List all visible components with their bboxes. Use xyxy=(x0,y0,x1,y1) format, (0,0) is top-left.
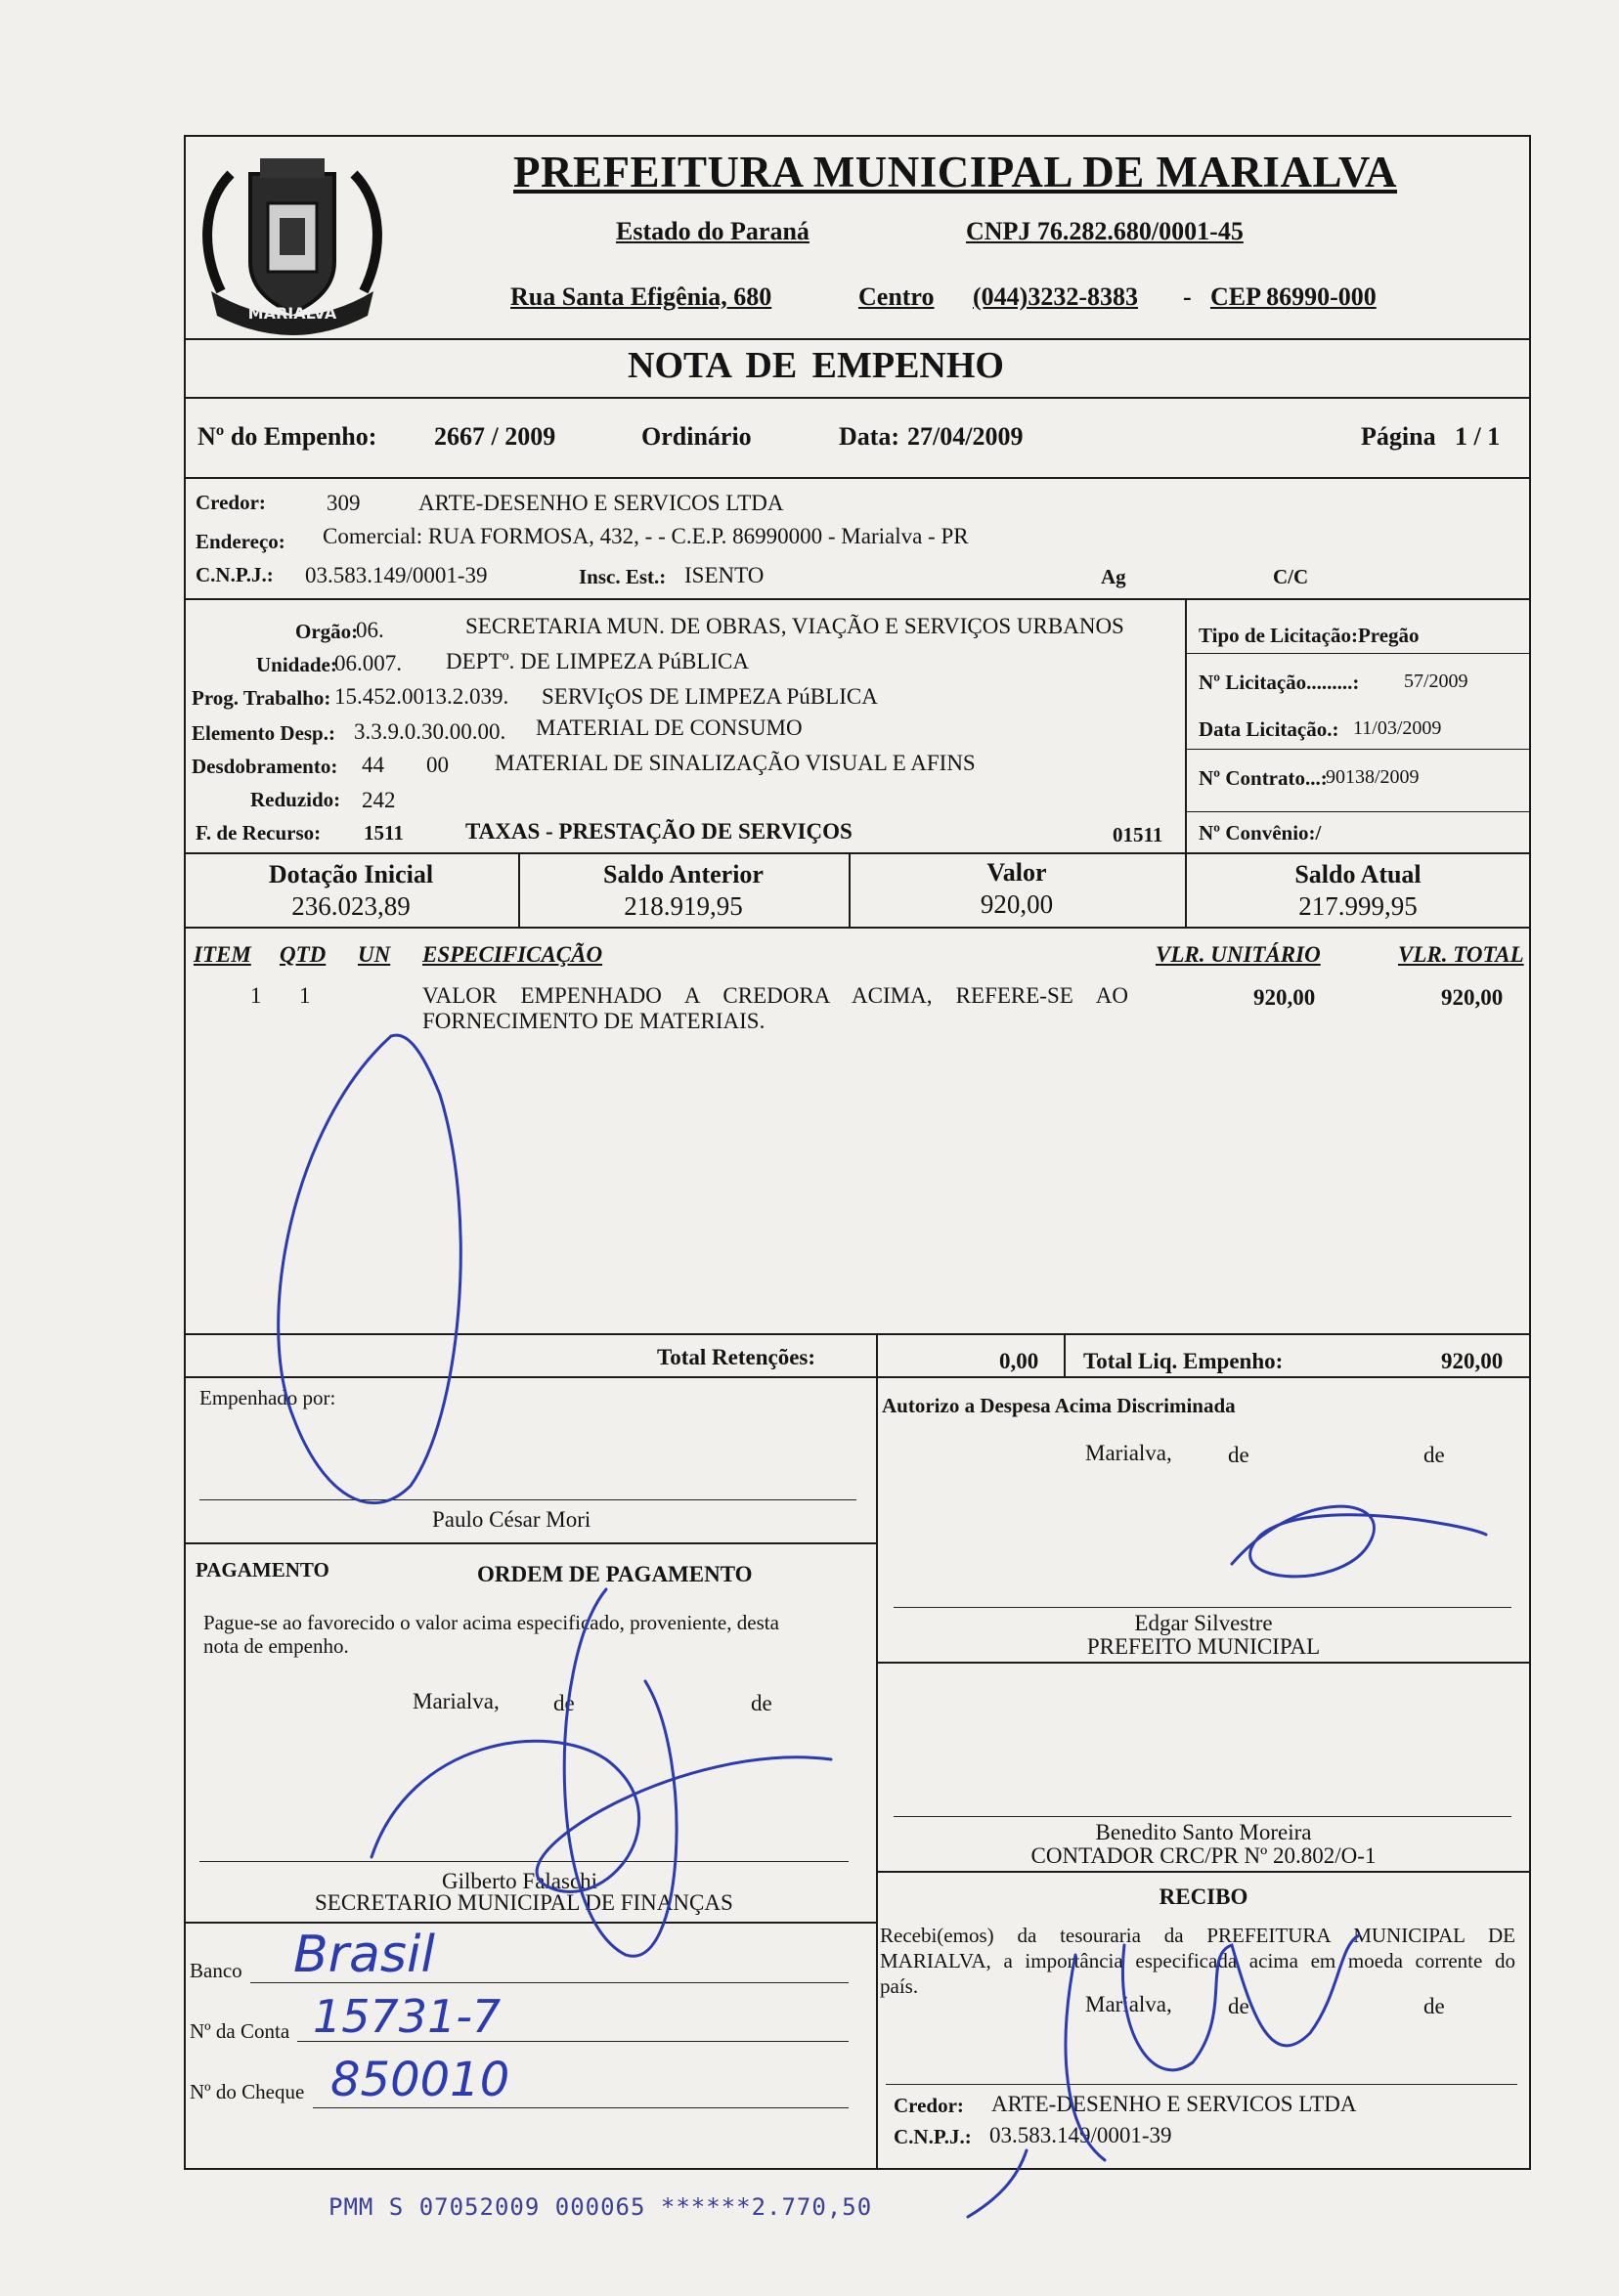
pagamento-label: PAGAMENTO xyxy=(196,1558,329,1581)
retencoes-label: Total Retenções: xyxy=(657,1345,816,1369)
page-label: Página xyxy=(1361,422,1436,451)
signature-line xyxy=(199,1861,849,1862)
header-cnpj: CNPJ 76.282.680/0001-45 xyxy=(966,217,1244,245)
pagamento-de2: de xyxy=(751,1691,772,1715)
divider xyxy=(184,338,1531,340)
autorizo-de1: de xyxy=(1228,1443,1249,1467)
desdob-code2: 00 xyxy=(426,753,449,777)
divider xyxy=(184,1542,876,1544)
valor-value: 920,00 xyxy=(980,889,1054,919)
desdob-code1: 44 xyxy=(362,753,384,777)
elemento-label: Elemento Desp.: xyxy=(192,721,335,745)
row-total-value: 920,00 xyxy=(1441,985,1504,1010)
prefeito-name: Edgar Silvestre xyxy=(1134,1611,1273,1635)
pagamento-text2: nota de empenho. xyxy=(203,1634,349,1658)
insc-value: ISENTO xyxy=(684,563,765,587)
orgao-code: 06. xyxy=(356,618,384,642)
empenho-number: 2667 / 2009 xyxy=(434,422,556,451)
recurso-code: 1511 xyxy=(364,821,404,845)
empenhado-name: Paulo César Mori xyxy=(432,1507,591,1532)
pagamento-city: Marialva, xyxy=(413,1689,500,1713)
prog-code: 15.452.0013.2.039. xyxy=(334,684,509,709)
saldo-anterior-label: Saldo Anterior xyxy=(603,860,764,888)
elemento-name: MATERIAL DE CONSUMO xyxy=(536,715,803,740)
sec-title: SECRETARIO MUNICIPAL DE FINANÇAS xyxy=(315,1890,733,1915)
pagamento-de1: de xyxy=(553,1691,575,1715)
divider xyxy=(184,1376,1531,1378)
empenho-date-label: Data: xyxy=(839,422,900,451)
retencoes-value: 0,00 xyxy=(999,1349,1039,1373)
recibo-text3: país. xyxy=(880,1974,919,1998)
divider xyxy=(184,598,1531,600)
divider xyxy=(1185,811,1531,812)
divider xyxy=(1185,653,1531,654)
cc-label: C/C xyxy=(1273,565,1309,588)
sec-name: Gilberto Falaschi xyxy=(442,1869,598,1893)
bank-stamp: PMM S 07052009 000065 ******2.770,50 xyxy=(328,2193,873,2221)
credor-address: Comercial: RUA FORMOSA, 432, - - C.E.P. 86990000 - Marialva - PR xyxy=(323,524,969,548)
licitacao-tipo: Tipo de Licitação:Pregão xyxy=(1199,624,1420,647)
recibo-de2: de xyxy=(1423,1994,1445,2018)
page-title: PREFEITURA MUNICIPAL DE MARIALVA xyxy=(513,148,1398,196)
insc-label: Insc. Est.: xyxy=(579,565,667,588)
elemento-code: 3.3.9.0.30.00.00. xyxy=(354,719,506,744)
col-total-value: VLR. TOTAL xyxy=(1398,942,1524,967)
empenhado-label: Empenhado por: xyxy=(199,1386,336,1409)
divider xyxy=(184,1333,1531,1335)
ag-label: Ag xyxy=(1101,565,1126,588)
dotacao-label: Dotação Inicial xyxy=(268,860,434,888)
row-qtd: 1 xyxy=(299,983,311,1008)
address-label: Endereço: xyxy=(196,530,285,553)
divider xyxy=(184,1922,876,1924)
recibo-de1: de xyxy=(1228,1994,1249,2018)
conta-handwritten: 15731-7 xyxy=(313,1990,502,2043)
recibo-title: RECIBO xyxy=(1159,1884,1248,1909)
orgao-label: Orgão: xyxy=(295,620,359,643)
desdob-label: Desdobramento: xyxy=(192,755,338,778)
pagamento-text1: Pague-se ao favorecido o valor acima especificado, proveniente, desta xyxy=(203,1611,779,1634)
divider xyxy=(876,1333,878,1376)
recurso-extra: 01511 xyxy=(1113,823,1163,846)
col-qtd: QTD xyxy=(280,942,327,967)
licitacao-date: 11/03/2009 xyxy=(1353,717,1442,739)
divider xyxy=(184,852,1531,854)
reduzido-label: Reduzido: xyxy=(250,788,341,811)
coat-of-arms xyxy=(192,145,393,336)
prefeito-title: PREFEITO MUNICIPAL xyxy=(1086,1634,1321,1659)
recibo-city: Marialva, xyxy=(1085,1992,1172,2016)
header-district: Centro xyxy=(858,282,935,311)
doc-title: NOTA DE EMPENHO xyxy=(628,345,1004,386)
divider xyxy=(1064,1333,1066,1376)
empenho-number-label: Nº do Empenho: xyxy=(197,422,377,451)
convenio-label: Nº Convênio:/ xyxy=(1199,821,1322,845)
credor-name: ARTE-DESENHO E SERVICOS LTDA xyxy=(418,491,784,515)
saldo-anterior-value: 218.919,95 xyxy=(624,891,743,921)
divider xyxy=(876,1871,1531,1873)
cheque-line xyxy=(313,2107,849,2108)
divider xyxy=(876,1376,878,2170)
divider xyxy=(184,397,1531,399)
credor-label: Credor: xyxy=(196,491,266,514)
divider xyxy=(184,477,1531,479)
col-unit-value: VLR. UNITÁRIO xyxy=(1156,942,1321,967)
licitacao-number: 57/2009 xyxy=(1404,671,1468,692)
orgao-name: SECRETARIA MUN. DE OBRAS, VIAÇÃO E SERVIÇOS URBANOS xyxy=(465,614,1124,638)
empenho-date: 27/04/2009 xyxy=(907,422,1024,451)
prog-label: Prog. Trabalho: xyxy=(192,686,331,710)
contrato-label: Nº Contrato...: xyxy=(1199,766,1328,790)
signature-line xyxy=(894,1816,1511,1817)
desdob-name: MATERIAL DE SINALIZAÇÃO VISUAL E AFINS xyxy=(495,751,976,775)
banco-label: Banco xyxy=(190,1959,242,1982)
col-un: UN xyxy=(358,942,391,967)
contador-name: Benedito Santo Moreira xyxy=(1095,1820,1312,1844)
divider xyxy=(1185,749,1531,750)
contador-title: CONTADOR CRC/PR Nº 20.802/O-1 xyxy=(1030,1843,1377,1868)
prog-name: SERVIçOS DE LIMPEZA PúBLICA xyxy=(542,684,878,709)
autorizo-de2: de xyxy=(1423,1443,1445,1467)
banco-handwritten: Brasil xyxy=(293,1926,435,1984)
liquido-value: 920,00 xyxy=(1441,1349,1504,1373)
row-spec-line1: VALOR EMPENHADO A CREDORA ACIMA, REFERE-SE AO xyxy=(422,983,1128,1008)
row-item: 1 xyxy=(250,983,262,1008)
unidade-code: 06.007. xyxy=(334,651,402,675)
unidade-name: DEPTº. DE LIMPEZA PúBLICA xyxy=(446,649,749,673)
divider xyxy=(876,1662,1531,1664)
header-address: Rua Santa Efigênia, 680 xyxy=(510,282,772,311)
credor-cnpj: 03.583.149/0001-39 xyxy=(305,563,488,587)
recibo-cnpj: 03.583.149/0001-39 xyxy=(989,2123,1172,2147)
conta-label: Nº da Conta xyxy=(190,2019,290,2043)
saldo-atual-value: 217.999,95 xyxy=(1298,891,1418,921)
divider xyxy=(1185,598,1187,852)
signature-line xyxy=(199,1499,856,1500)
recibo-text2: MARIALVA, a importância especificada acima em moeda corrente do xyxy=(880,1949,1515,1972)
header-cep: CEP 86990-000 xyxy=(1210,282,1377,311)
contrato-number: 90138/2009 xyxy=(1326,766,1420,788)
row-spec-line2: FORNECIMENTO DE MATERIAIS. xyxy=(422,1009,766,1033)
licitacao-number-label: Nº Licitação.........: xyxy=(1199,671,1360,694)
recibo-cnpj-label: C.N.P.J.: xyxy=(894,2125,972,2148)
col-spec: ESPECIFICAÇÃO xyxy=(422,942,603,967)
valor-label: Valor xyxy=(986,858,1047,887)
row-unit-value: 920,00 xyxy=(1253,985,1316,1010)
ordem-label: ORDEM DE PAGAMENTO xyxy=(477,1562,753,1586)
autorizo-city: Marialva, xyxy=(1085,1441,1172,1465)
unidade-label: Unidade: xyxy=(256,653,337,676)
saldo-atual-label: Saldo Atual xyxy=(1294,860,1422,888)
recurso-name: TAXAS - PRESTAÇÃO DE SERVIÇOS xyxy=(465,819,853,844)
header-dash: - xyxy=(1183,282,1192,311)
signature-line xyxy=(886,2084,1517,2085)
cheque-label: Nº do Cheque xyxy=(190,2080,305,2103)
autorizo-label: Autorizo a Despesa Acima Discriminada xyxy=(882,1394,1236,1417)
reduzido-value: 242 xyxy=(362,788,396,812)
credor-code: 309 xyxy=(327,491,361,515)
recibo-credor: ARTE-DESENHO E SERVICOS LTDA xyxy=(991,2092,1357,2116)
recurso-label: F. de Recurso: xyxy=(196,821,322,845)
col-item: ITEM xyxy=(194,942,251,967)
seal-text: MARIALVA xyxy=(247,304,337,323)
cheque-handwritten: 850010 xyxy=(330,2053,510,2107)
liquido-label: Total Liq. Empenho: xyxy=(1083,1349,1284,1373)
page-number: 1 / 1 xyxy=(1455,422,1501,451)
signature-line xyxy=(894,1607,1511,1608)
recibo-credor-label: Credor: xyxy=(894,2094,964,2117)
licitacao-date-label: Data Licitação.: xyxy=(1199,717,1339,741)
header-phone: (044)3232-8383 xyxy=(973,282,1138,311)
state-name: Estado do Paraná xyxy=(616,217,810,245)
empenho-type: Ordinário xyxy=(641,422,752,451)
cnpj-label: C.N.P.J.: xyxy=(196,563,274,586)
recibo-text1: Recebi(emos) da tesouraria da PREFEITURA MUNICIPAL DE xyxy=(880,1924,1515,1947)
divider xyxy=(184,927,1531,929)
dotacao-value: 236.023,89 xyxy=(291,891,411,921)
